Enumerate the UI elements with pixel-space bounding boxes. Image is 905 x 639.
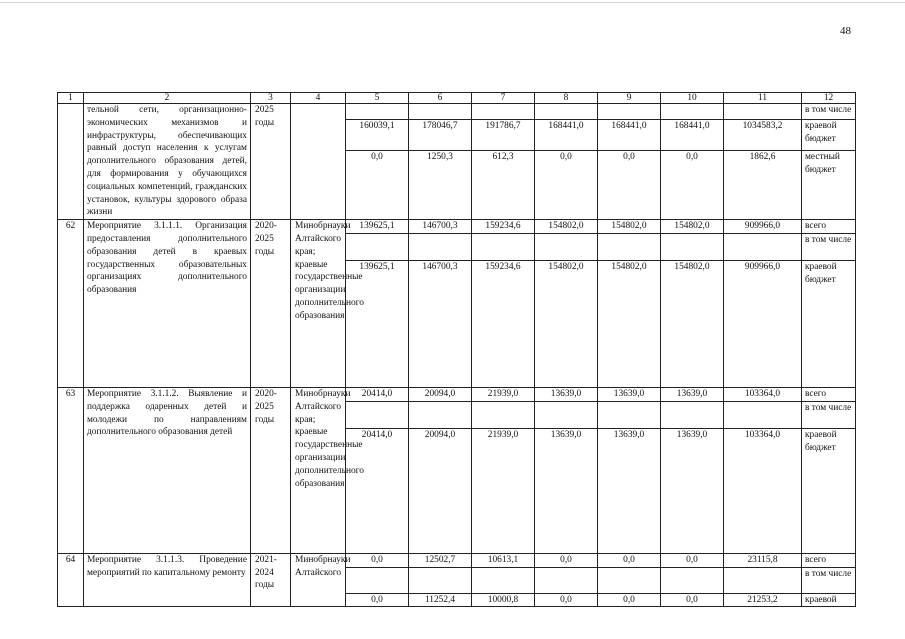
budget-table (57, 92, 856, 607)
value-cell: 10613,1 (472, 553, 535, 567)
value-cell (409, 401, 472, 428)
value-cell: 21253,2 (724, 593, 802, 607)
item-number: 62 (58, 220, 84, 388)
item-years: 2025 годы (251, 104, 291, 220)
value-cell: 154802,0 (661, 260, 724, 387)
item-description: Мероприятие 3.1.1.2. Выявление и поддержка одаренных детей и молодежи по направлениям дополнительного образования детей (84, 387, 251, 553)
value-cell (346, 401, 409, 428)
value-cell: 1862,6 (724, 150, 802, 219)
header-cell: 1 (58, 93, 84, 104)
value-cell (535, 104, 598, 120)
value-cell (661, 567, 724, 593)
value-cell: 139625,1 (346, 220, 409, 234)
value-cell: 0,0 (535, 150, 598, 219)
value-cell (472, 233, 535, 260)
value-cell (661, 401, 724, 428)
value-cell (724, 567, 802, 593)
value-cell: 103364,0 (724, 387, 802, 401)
header-cell: 3 (251, 93, 291, 104)
value-cell: 909966,0 (724, 260, 802, 387)
value-cell (724, 401, 802, 428)
header-cell: 9 (598, 93, 661, 104)
value-cell: 154802,0 (535, 260, 598, 387)
value-cell (724, 104, 802, 120)
item-description: Мероприятие 3.1.1.3. Проведение мероприятий по капитальному ремонту (84, 553, 251, 607)
table-row (58, 387, 856, 401)
item-agency: Минобрнауки Алтайского края; краевые государственные организации дополнительного образования (291, 387, 346, 553)
value-cell (535, 233, 598, 260)
header-cell: 4 (291, 93, 346, 104)
item-years: 2020-2025 годы (251, 387, 291, 553)
page-top-edge (0, 2, 905, 3)
value-cell: 0,0 (598, 593, 661, 607)
header-cell: 5 (346, 93, 409, 104)
value-cell: 20094,0 (409, 428, 472, 553)
value-cell: 146700,3 (409, 220, 472, 234)
funding-source: краевой бюджет (802, 428, 856, 553)
header-cell: 6 (409, 93, 472, 104)
item-agency: Минобрнауки Алтайского края; краевые государственные организации дополнительного образования (291, 220, 346, 388)
value-cell (346, 233, 409, 260)
value-cell: 1250,3 (409, 150, 472, 219)
header-row (58, 93, 856, 104)
value-cell: 0,0 (598, 553, 661, 567)
funding-source: местный бюджет (802, 150, 856, 219)
value-cell: 0,0 (661, 593, 724, 607)
value-cell: 0,0 (346, 553, 409, 567)
item-years: 2021-2024 годы (251, 553, 291, 607)
funding-source: всего (802, 387, 856, 401)
value-cell: 23115,8 (724, 553, 802, 567)
value-cell: 12502,7 (409, 553, 472, 567)
value-cell: 21939,0 (472, 428, 535, 553)
value-cell: 13639,0 (661, 387, 724, 401)
value-cell (535, 567, 598, 593)
item-agency: Минобрнауки Алтайского (291, 553, 346, 607)
item-years: 2020-2025 годы (251, 220, 291, 388)
header-cell: 8 (535, 93, 598, 104)
value-cell (409, 567, 472, 593)
value-cell: 0,0 (598, 150, 661, 219)
value-cell: 168441,0 (535, 119, 598, 150)
page-number: 48 (840, 25, 851, 37)
funding-source: в том числе (802, 567, 856, 593)
value-cell: 146700,3 (409, 260, 472, 387)
value-cell: 13639,0 (661, 428, 724, 553)
funding-source: всего (802, 553, 856, 567)
value-cell: 13639,0 (535, 428, 598, 553)
value-cell (598, 233, 661, 260)
value-cell: 0,0 (346, 593, 409, 607)
funding-source: в том числе (802, 104, 856, 120)
value-cell: 154802,0 (598, 220, 661, 234)
funding-source: в том числе (802, 401, 856, 428)
value-cell: 20414,0 (346, 428, 409, 553)
value-cell (535, 401, 598, 428)
funding-source: краевой бюджет (802, 260, 856, 387)
value-cell (661, 233, 724, 260)
funding-source: краевой бюджет (802, 119, 856, 150)
header-cell: 7 (472, 93, 535, 104)
value-cell (409, 104, 472, 120)
value-cell (661, 104, 724, 120)
item-number-cell (58, 104, 84, 220)
funding-source: в том числе (802, 233, 856, 260)
value-cell: 612,3 (472, 150, 535, 219)
value-cell (598, 104, 661, 120)
value-cell: 11252,4 (409, 593, 472, 607)
value-cell: 1034583,2 (724, 119, 802, 150)
value-cell: 191786,7 (472, 119, 535, 150)
value-cell: 159234,6 (472, 260, 535, 387)
value-cell: 0,0 (535, 593, 598, 607)
funding-source: краевой (802, 593, 856, 607)
value-cell: 13639,0 (598, 387, 661, 401)
value-cell (409, 233, 472, 260)
value-cell: 10000,8 (472, 593, 535, 607)
value-cell (346, 104, 409, 120)
value-cell: 13639,0 (598, 428, 661, 553)
value-cell: 178046,7 (409, 119, 472, 150)
value-cell: 0,0 (661, 150, 724, 219)
value-cell (472, 567, 535, 593)
item-number: 63 (58, 387, 84, 553)
value-cell: 160039,1 (346, 119, 409, 150)
value-cell: 103364,0 (724, 428, 802, 553)
header-cell: 2 (84, 93, 251, 104)
value-cell (346, 567, 409, 593)
value-cell: 154802,0 (661, 220, 724, 234)
table-row (58, 104, 856, 120)
table-row (58, 220, 856, 234)
value-cell: 168441,0 (661, 119, 724, 150)
value-cell (472, 104, 535, 120)
header-cell: 12 (802, 93, 856, 104)
item-description: тельной сети, организационно-экономических механизмов и инфраструктуры, обеспечивающих равный доступ населения к услугам дополнительного образования детей, для формирования у обучающихся социальных компетенций, гражданских установок, культуры здорового образа жизни (84, 104, 251, 220)
value-cell (472, 401, 535, 428)
item-description: Мероприятие 3.1.1.1. Организация предоставления дополнительного образования детей в краевых государственных образовательных организациях дополнительного образования (84, 220, 251, 388)
item-number: 64 (58, 553, 84, 607)
value-cell: 20414,0 (346, 387, 409, 401)
value-cell: 154802,0 (535, 220, 598, 234)
value-cell: 0,0 (346, 150, 409, 219)
value-cell: 168441,0 (598, 119, 661, 150)
value-cell: 13639,0 (535, 387, 598, 401)
value-cell: 21939,0 (472, 387, 535, 401)
value-cell (724, 233, 802, 260)
value-cell: 139625,1 (346, 260, 409, 387)
header-cell: 11 (724, 93, 802, 104)
value-cell (598, 401, 661, 428)
value-cell: 0,0 (661, 553, 724, 567)
table-row (58, 553, 856, 567)
value-cell: 159234,6 (472, 220, 535, 234)
value-cell: 20094,0 (409, 387, 472, 401)
value-cell: 0,0 (535, 553, 598, 567)
value-cell: 909966,0 (724, 220, 802, 234)
item-agency (291, 104, 346, 220)
value-cell (598, 567, 661, 593)
funding-source: всего (802, 220, 856, 234)
value-cell: 154802,0 (598, 260, 661, 387)
header-cell: 10 (661, 93, 724, 104)
